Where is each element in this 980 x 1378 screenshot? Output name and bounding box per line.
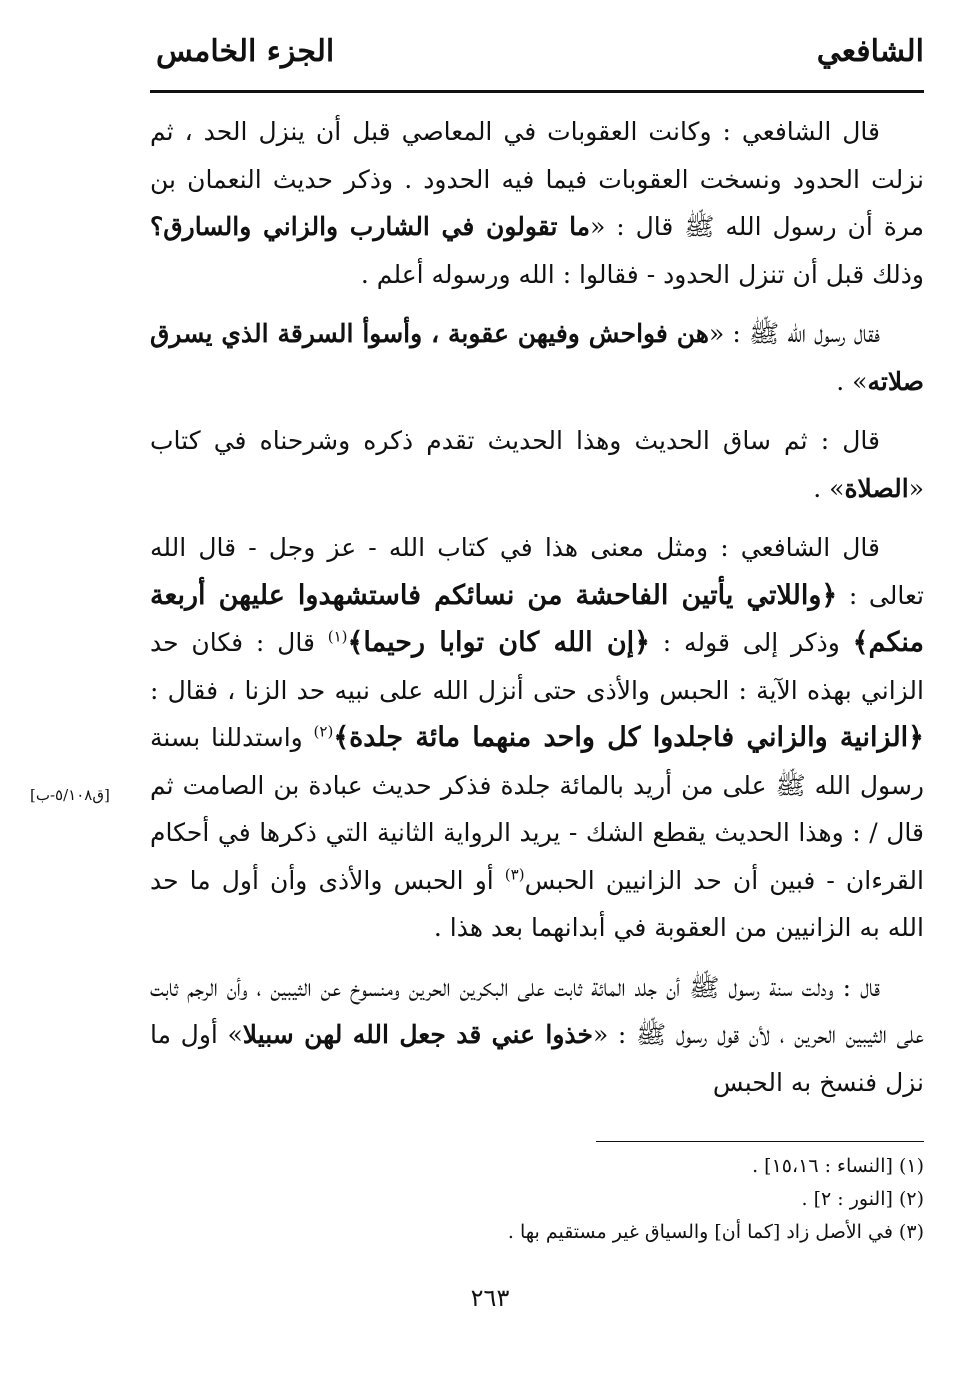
manuscript-folio-note: [ق٥/١٠٨-ب] [30,786,110,804]
paragraph-3 [150,417,924,512]
paragraph-4 [150,524,924,952]
text-run: » . [813,473,845,503]
header-book-title: الشافعي [816,34,924,69]
quran-verse: ﴿الزانية والزاني فاجلدوا كل واحد منهما مائة جلدة﴾ [333,722,924,753]
text-run: قال : ودلت سنة رسول ﷺ أن جلد المائة ثابت على البكرين الحرين ومنسوخ عن الثيبين ، وأن الرجم ثابت على الثيبين الحرين ، لأن قول رسول ﷺ : « [150,972,924,1049]
text-run: » أول ما نزل فنسخ به الحبس [150,1020,924,1097]
hadith-text: الصلاة [844,473,909,503]
text-run: فقال رسول الله ﷺ : « [708,319,880,348]
text-run: قال : فكان حد الزاني بهذه الآية : الحبس والأذى حتى أنزل الله على نبيه حد الزنا ، فقال : [150,628,924,705]
text-run: قال الشافعي : ومثل معنى هذا في كتاب الله - عز وجل - قال الله تعالى : [150,533,924,610]
text-run: أو الحبس والأذى وأن أول ما حد الله به الزانيين من العقوبة في أبدانهما بعد هذا . [150,865,924,942]
text-run: قال : ثم ساق الحديث وهذا الحديث تقدم ذكره وشرحناه في كتاب « [150,426,924,503]
text-run: قال الشافعي : وكانت العقوبات في المعاصي قبل أن ينزل الحد ، ثم نزلت الحدود ونسخت العقوبات فيما فيه الحدود . وذكر حديث النعمان بن مرة أن رسول الله ﷺ قال : « [150,117,924,241]
paragraph-2 [150,310,924,405]
text-run: وذكر إلى قوله : [650,628,853,657]
quran-verse: ﴿إن الله كان توابا رحيما﴾ [347,627,650,658]
hadith-text: خذوا عني قد جعل الله لهن سبيلا [242,1020,593,1049]
header-divider [150,90,924,93]
text-run: واستدللنا بسنة رسول الله ﷺ على من أريد بالمائة جلدة فذكر حديث عبادة بن الصامت ثم قال / : وهذا الحديث يقطع الشك - يريد الرواية الثانية التي ذكرها في أحكام القرءان - فبين أن حد الزانيين الحبس [150,723,924,895]
footnote-marker: (١) [327,627,348,646]
footnotes [150,1150,924,1249]
header-volume-label: الجزء الخامس [156,34,335,69]
footnote-1: (١) [النساء : ١٥،١٦] . [752,1155,924,1177]
footnote-3: (٣) في الأصل زاد [كما أن] والسياق غير مستقيم بها . [507,1221,924,1243]
footnote-marker: (٣) [504,865,525,884]
main-text [150,108,924,1118]
paragraph-5 [150,964,924,1107]
paragraph-1 [150,108,924,298]
text-run: » . [836,366,868,396]
footnote-divider [596,1141,924,1142]
footnote-marker: (٢) [313,722,334,741]
page-number: ٢٦٣ [470,1284,510,1312]
footnote-2: (٢) [النور : ٢] . [801,1188,924,1210]
running-header [150,34,924,92]
text-run: وذلك قبل أن تنزل الحدود - فقالوا : الله ورسوله أعلم . [360,259,924,289]
hadith-text: هن فواحش وفيهن عقوبة ، وأسوأ السرقة الذي يسرق صلاته [150,319,924,396]
hadith-text: ما تقولون في الشارب والزاني والسارق؟ [150,212,591,241]
quran-verse: ﴿واللاتي يأتين الفاحشة من نسائكم فاستشهدوا عليهن أربعة منكم﴾ [150,579,924,658]
